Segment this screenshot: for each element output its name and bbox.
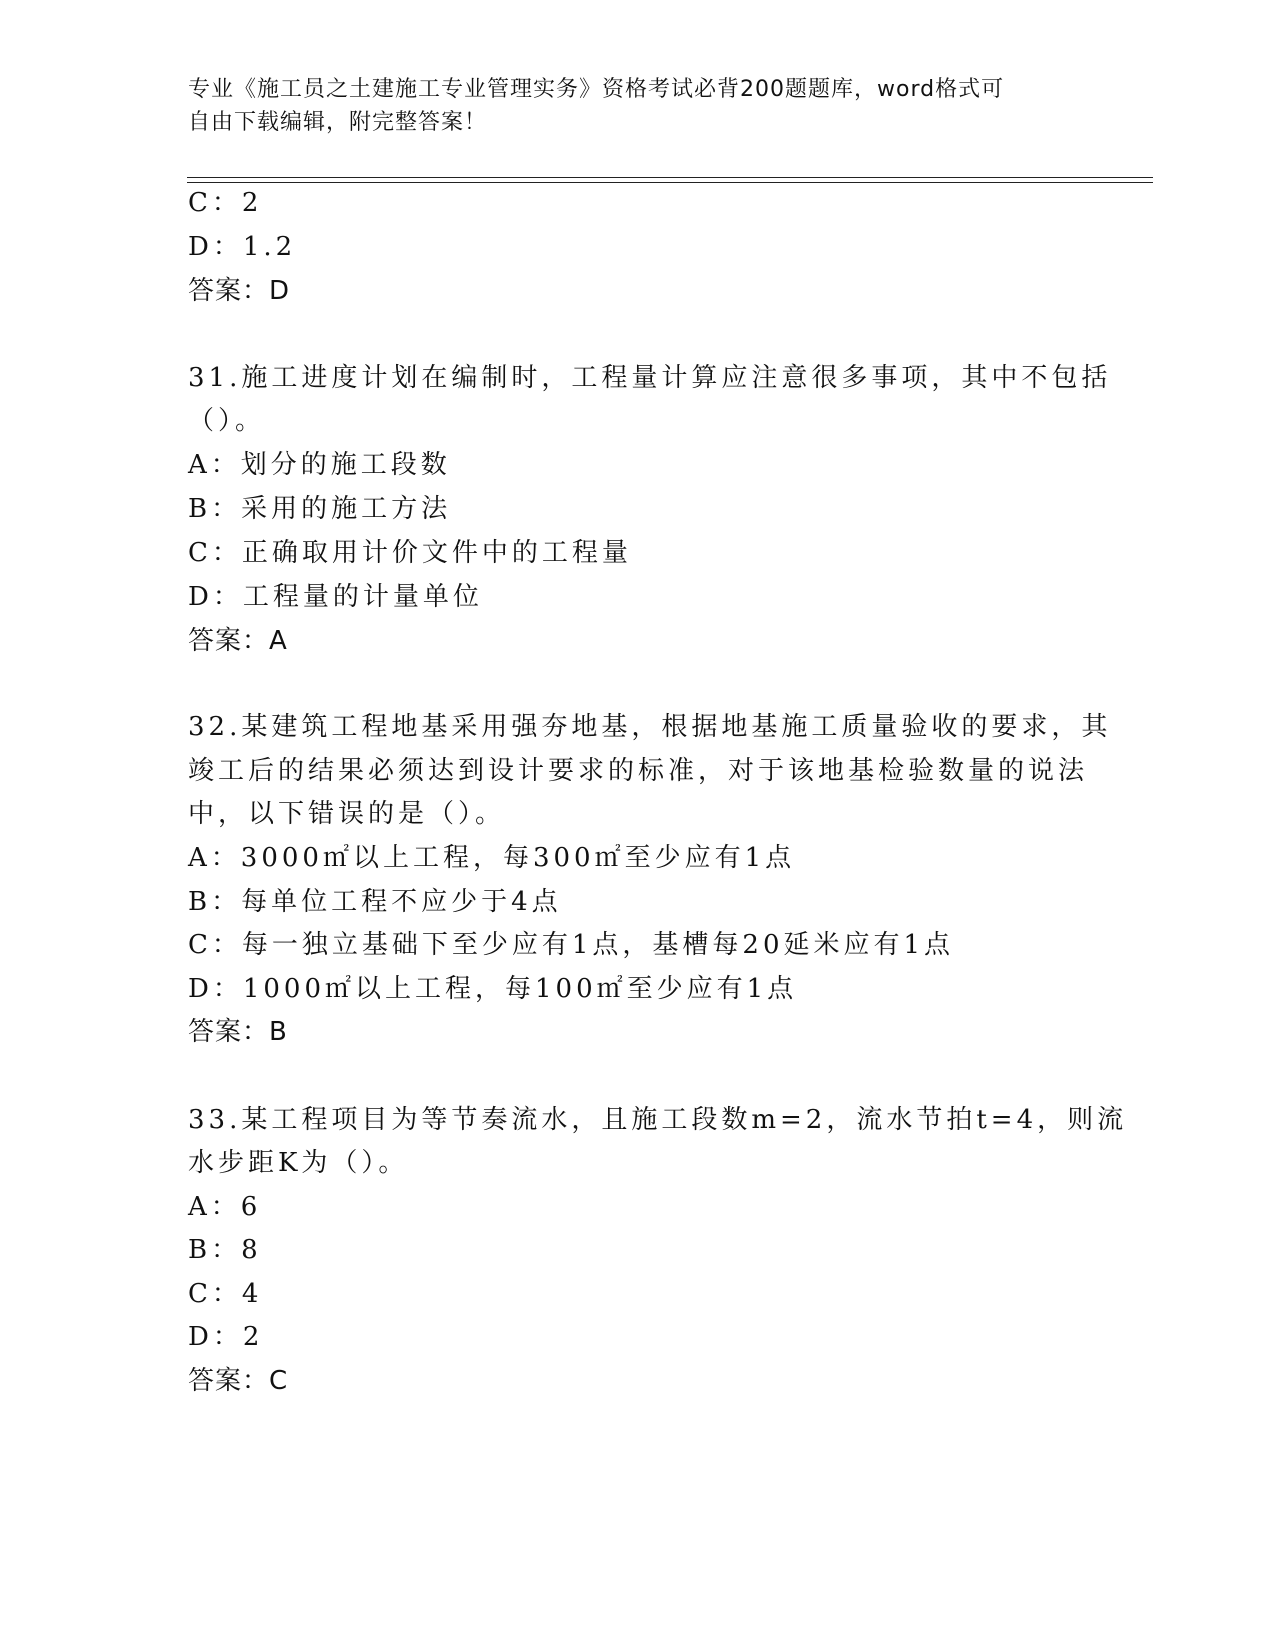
question-33-answer: 答案：C bbox=[188, 1366, 289, 1396]
question-31-option-a: A：划分的施工段数 bbox=[188, 450, 451, 480]
question-32-answer: 答案：B bbox=[188, 1017, 288, 1047]
question-33-stem-line-2: 水步距K为（）。 bbox=[188, 1148, 409, 1178]
document-header bbox=[188, 73, 1088, 139]
question-33-option-b: B：8 bbox=[188, 1235, 262, 1265]
question-33-option-c: C：4 bbox=[188, 1279, 263, 1309]
question-32-option-c: C：每一独立基础下至少应有1点，基槽每20延米应有1点 bbox=[188, 930, 955, 960]
question-32-option-d: D：1000㎡以上工程，每100㎡至少应有1点 bbox=[188, 974, 798, 1004]
header-divider-bottom bbox=[187, 182, 1153, 183]
question-33-option-a: A：6 bbox=[188, 1192, 262, 1222]
question-32-stem-line-3: 中，以下错误的是（）。 bbox=[188, 799, 506, 829]
header-title-line-1: 专业《施工员之土建施工专业管理实务》资格考试必背200题题库，word格式可 bbox=[188, 77, 1005, 102]
question-32-option-b: B：每单位工程不应少于4点 bbox=[188, 887, 562, 917]
question-31-option-b: B：采用的施工方法 bbox=[188, 494, 452, 524]
header-divider-top bbox=[187, 177, 1153, 178]
question-31-stem-line-1: 31.施工进度计划在编制时，工程量计算应注意很多事项，其中不包括 bbox=[188, 363, 1112, 393]
question-31-option-c: C：正确取用计价文件中的工程量 bbox=[188, 538, 632, 568]
option-c: C：2 bbox=[188, 188, 263, 218]
question-31-stem-line-2: （）。 bbox=[188, 406, 266, 436]
option-d: D：1.2 bbox=[188, 232, 297, 262]
question-32-option-a: A：3000㎡以上工程，每300㎡至少应有1点 bbox=[188, 843, 796, 873]
question-33-stem-line-1: 33.某工程项目为等节奏流水，且施工段数m=2，流水节拍t=4，则流 bbox=[188, 1105, 1128, 1135]
question-33-option-d: D：2 bbox=[188, 1322, 264, 1352]
question-31-option-d: D：工程量的计量单位 bbox=[188, 582, 483, 612]
answer-text: 答案：D bbox=[188, 276, 291, 306]
header-title-line-2: 自由下载编辑，附完整答案！ bbox=[188, 110, 488, 135]
question-32-stem-line-2: 竣工后的结果必须达到设计要求的标准，对于该地基检验数量的说法 bbox=[188, 756, 1089, 786]
question-32-stem-line-1: 32.某建筑工程地基采用强夯地基，根据地基施工质量验收的要求，其 bbox=[188, 712, 1112, 742]
question-31-answer: 答案：A bbox=[188, 626, 288, 656]
